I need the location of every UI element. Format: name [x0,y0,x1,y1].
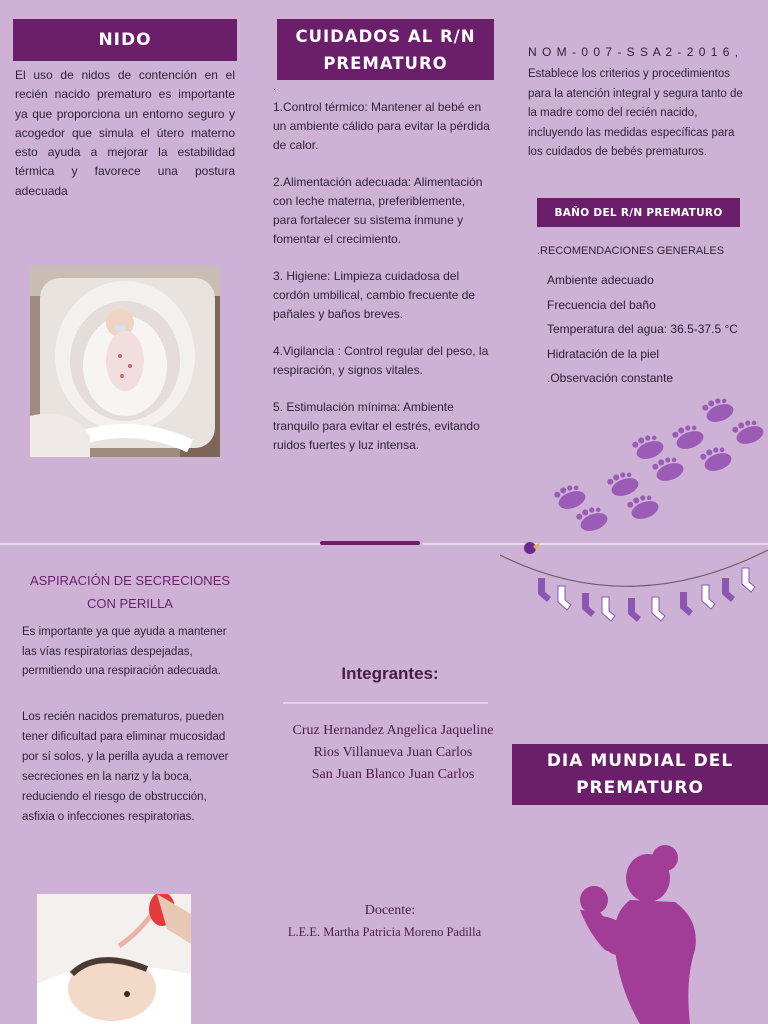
cuidados-item-4: 4.Vigilancia : Control regular del peso, la respiración, y signos vitales. [273,344,489,377]
bano-heading: .RECOMENDACIONES GENERALES [537,245,725,257]
cuidados-title-line2: PREMATURO [323,53,448,73]
integrantes-divider [283,702,488,704]
nido-text: El uso de nidos de contención en el recién nacido prematuro es importante ya que proporciona un entorno seguro y acogedor que simula el útero materno esto ayuda a mejorar la estabilidad térmica y favorece una postura adecuada [15,68,235,198]
aspiracion-title-line1: ASPIRACIÓN DE SECRECIONES [29,573,231,588]
cuidados-list [273,98,490,473]
integrante-3: San Juan Blanco Juan Carlos [311,767,475,782]
dia-mundial-banner [512,744,768,805]
baby-footprints-icon [550,395,768,540]
fold-accent [320,541,420,545]
baby-socks-garland-icon [500,540,768,635]
nido-banner [13,19,237,61]
aspiracion-title-line2: CON PERILLA [87,596,173,611]
aspiracion-title [15,569,245,615]
cuidados-item-5: 5. Estimulación mínima: Ambiente tranquilo para evitar el estrés, evitando ruidos fuertes y luz intensa. [273,400,480,452]
bano-title: BAÑO DEL R/N PREMATURO [554,206,723,219]
cuidados-banner [277,19,494,80]
cuidados-item-3: 3. Higiene: Limpieza cuidadosa del cordón umbilical, cambio frecuente de pañales y baños breves. [273,269,476,321]
nom-text: Establece los criterios y procedimientos para la atención integral y segura tanto de la madre como del recién nacido, incluyendo las medidas específicas para los cuidados de bebés prematuros. [528,68,743,158]
bano-list [547,268,762,391]
bano-banner [537,198,740,227]
aspiracion-para1: Es importante ya que ayuda a mantener las vías respiratorias despejadas, permitiendo una respiración adecuada. [22,626,227,677]
mother-baby-silhouette-icon [570,840,720,1024]
integrantes-title: Integrantes: [341,664,439,683]
dia-mundial-line1: DIA MUNDIAL DEL [546,750,734,771]
cuidados-dot: . [273,81,277,93]
nido-photo [30,266,220,457]
cuidados-item-1: 1.Control térmico: Mantener al bebé en un ambiente cálido para evitar la pérdida de calor. [273,100,490,152]
nom-code: N O M - 0 0 7 - S S A 2 - 2 0 1 6 , [528,45,740,59]
integrante-2: Rios Villanueva Juan Carlos [313,745,473,760]
docente-title: Docente: [364,903,416,918]
cuidados-title-line1: CUIDADOS AL R/N [295,26,476,46]
integrantes-list [275,720,511,786]
docente-name: L.E.E. Martha Patricia Moreno Padilla [287,925,482,939]
aspiracion-photo [37,894,191,1024]
bano-item-3: Temperatura del agua: 36.5-37.5 °C [547,322,738,336]
bano-item-4: Hidratación de la piel [547,346,660,361]
integrante-1: Cruz Hernandez Angelica Jaqueline [292,723,494,738]
dia-mundial-line2: PREMATURO [576,777,704,798]
baby-in-nest-icon [30,266,220,457]
bano-item-2: Frecuencia del baño [547,297,656,312]
nido-title: NIDO [98,30,152,50]
cuidados-item-2: 2.Alimentación adecuada: Alimentación con leche materna, preferiblemente, para fortalecer su sistema inmune y fomentar el crecimiento. [273,175,483,246]
bano-item-1: Ambiente adecuado [547,273,654,287]
aspiracion-para2: Los recién nacidos prematuros, pueden tener dificultad para eliminar mucosidad por sí solos, y la perilla ayuda a remover secreciones en la nariz y la boca, reduciendo el riesgo de obstrucción, asfixia o infecciones respiratorias. [22,711,229,823]
bulb-syringe-baby-icon [37,894,191,1024]
bano-item-5: .Observación constante [547,371,674,385]
